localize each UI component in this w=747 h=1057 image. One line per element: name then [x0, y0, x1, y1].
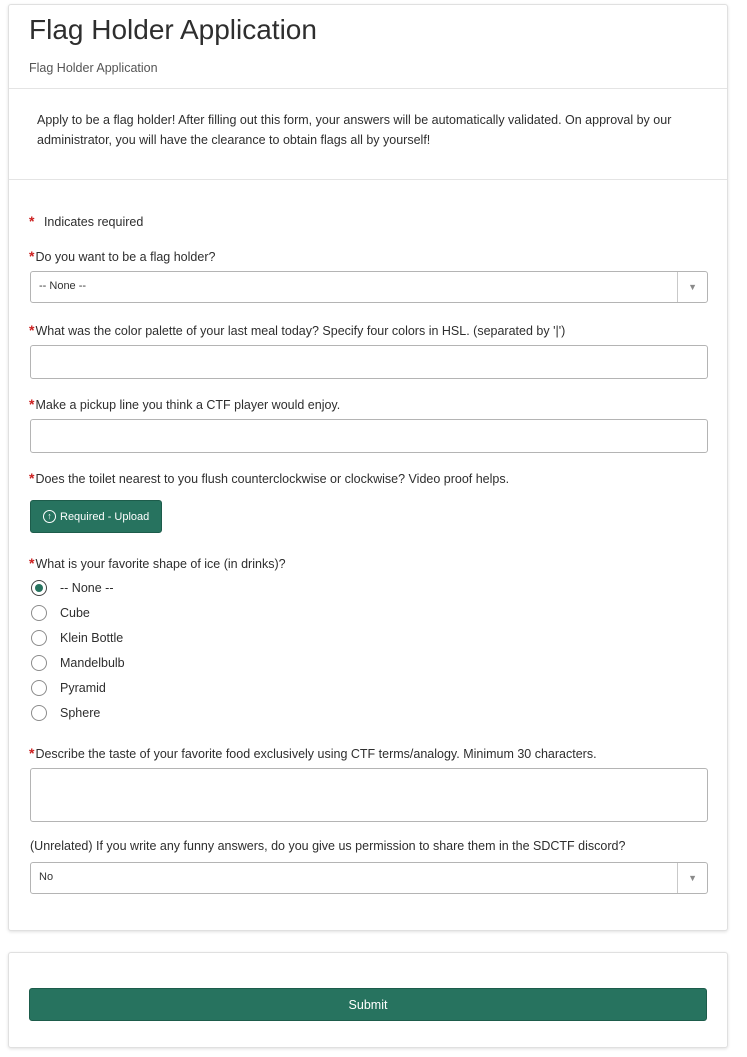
question-ice-shape-label	[29, 555, 286, 571]
form-header	[9, 5, 727, 89]
radio-button[interactable]	[31, 655, 47, 671]
select-value: -- None --	[39, 280, 87, 292]
radio-option[interactable]	[31, 702, 331, 724]
question-toilet-label	[29, 470, 509, 486]
required-asterisk: *	[29, 213, 35, 229]
arrow-up-circle-icon: ↑	[43, 510, 56, 523]
question-text: What was the color palette of your last meal today? Specify four colors in HSL. (separated by '|')	[35, 324, 566, 338]
required-asterisk: *	[29, 555, 35, 571]
radio-label: Pyramid	[60, 681, 106, 695]
select-divider	[677, 863, 678, 893]
page-title: Flag Holder Application	[29, 14, 317, 45]
pickup-line-input[interactable]	[30, 419, 708, 453]
radio-button[interactable]	[31, 580, 47, 596]
question-text: Does the toilet nearest to you flush counterclockwise or clockwise? Video proof helps.	[35, 472, 510, 486]
question-text: Make a pickup line you think a CTF player would enjoy.	[35, 398, 341, 412]
required-asterisk: *	[29, 396, 35, 412]
radio-button[interactable]	[31, 630, 47, 646]
required-asterisk: *	[29, 470, 35, 486]
question-color-palette-label	[29, 322, 565, 338]
color-palette-input[interactable]	[30, 345, 708, 379]
required-asterisk: *	[29, 745, 35, 761]
select-divider	[677, 272, 678, 302]
radio-option[interactable]	[31, 602, 331, 624]
question-flag-holder-label	[29, 248, 215, 264]
required-asterisk: *	[29, 322, 35, 338]
radio-option[interactable]	[31, 577, 331, 599]
question-taste-label	[29, 745, 597, 761]
question-text: What is your favorite shape of ice (in drinks)?	[35, 557, 286, 571]
radio-label: Sphere	[60, 706, 101, 720]
radio-button[interactable]	[31, 680, 47, 696]
page-subtitle: Flag Holder Application	[29, 61, 158, 75]
radio-button[interactable]	[31, 705, 47, 721]
required-asterisk: *	[29, 248, 35, 264]
radio-label: -- None --	[60, 581, 114, 595]
radio-label: Cube	[60, 606, 90, 620]
question-text: Describe the taste of your favorite food exclusively using CTF terms/analogy. Minimum 30 characters.	[35, 747, 597, 761]
question-permission-label	[30, 839, 625, 853]
form-card	[8, 4, 728, 931]
radio-option[interactable]	[31, 627, 331, 649]
upload-button[interactable]	[30, 500, 162, 533]
submit-button[interactable]: Submit	[29, 988, 707, 1021]
permission-select[interactable]	[30, 862, 708, 894]
flag-holder-select[interactable]	[30, 271, 708, 303]
select-value: No	[39, 871, 54, 883]
radio-label: Mandelbulb	[60, 656, 125, 670]
question-text: (Unrelated) If you write any funny answers, do you give us permission to share them in the SDCTF discord?	[30, 839, 626, 853]
radio-option[interactable]	[31, 677, 331, 699]
question-pickup-line-label	[29, 396, 340, 412]
form-intro	[9, 89, 727, 180]
radio-label: Klein Bottle	[60, 631, 124, 645]
submit-card	[8, 952, 728, 1048]
caret-down-icon: ▼	[688, 282, 697, 292]
caret-down-icon: ▼	[688, 873, 697, 883]
required-note	[29, 213, 143, 229]
radio-button[interactable]	[31, 605, 47, 621]
question-text: Do you want to be a flag holder?	[35, 250, 216, 264]
upload-button-label: Required - Upload	[60, 511, 150, 523]
required-note-text: Indicates required	[43, 215, 144, 229]
taste-textarea[interactable]	[30, 768, 708, 822]
intro-text: Apply to be a flag holder! After filling out this form, your answers will be automatically validated. On approval by our administrator, you will have the clearance to obtain flags all by yourself!	[37, 113, 672, 147]
radio-option[interactable]	[31, 652, 331, 674]
